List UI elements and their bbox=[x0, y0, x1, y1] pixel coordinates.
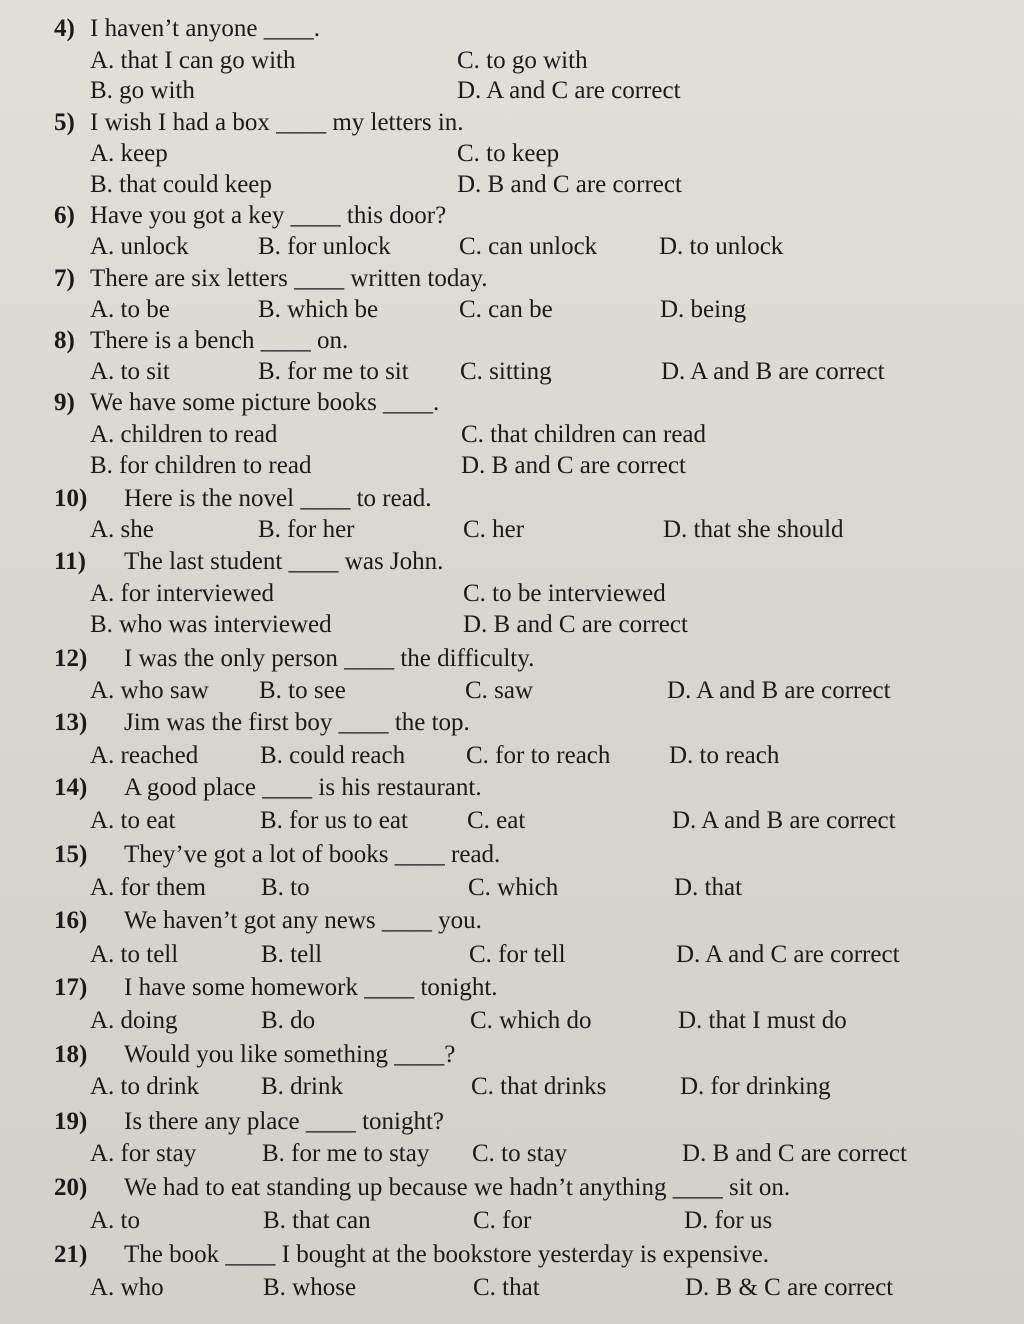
options-row bbox=[0, 940, 1024, 970]
question-number: 4) bbox=[54, 15, 75, 42]
question-number: 12) bbox=[54, 645, 88, 672]
option-a: A. who bbox=[90, 1274, 164, 1301]
question-12 bbox=[0, 644, 1024, 674]
question-stem: The last student ____ was John. bbox=[124, 548, 444, 575]
question-number: 10) bbox=[54, 485, 88, 512]
option-a: A. who saw bbox=[90, 677, 209, 704]
question-number: 20) bbox=[54, 1174, 88, 1201]
question-7 bbox=[0, 264, 1024, 294]
option-c: C. to stay bbox=[472, 1140, 568, 1167]
question-number: 17) bbox=[54, 974, 88, 1001]
option-b: B. which be bbox=[258, 296, 379, 323]
options-row bbox=[0, 1273, 1024, 1303]
option-b: B. for unlock bbox=[258, 233, 391, 260]
option-a: A. to bbox=[90, 1207, 140, 1234]
options-row bbox=[0, 610, 1024, 640]
question-5 bbox=[0, 108, 1024, 138]
question-stem: The book ____ I bought at the bookstore yesterday is expensive. bbox=[124, 1241, 769, 1268]
question-20 bbox=[0, 1173, 1024, 1203]
option-c: C. eat bbox=[467, 807, 526, 834]
options-row bbox=[0, 1006, 1024, 1036]
option-a: A. doing bbox=[90, 1007, 178, 1034]
option-d: D. B and C are correct bbox=[457, 171, 682, 198]
question-stem: Have you got a key ____ this door? bbox=[90, 202, 447, 229]
option-d: D. that she should bbox=[663, 516, 844, 543]
option-d: D. for us bbox=[684, 1207, 773, 1234]
question-stem: Is there any place ____ tonight? bbox=[124, 1108, 445, 1135]
question-18 bbox=[0, 1040, 1024, 1070]
question-stem: I wish I had a box ____ my letters in. bbox=[90, 109, 464, 136]
option-c: C. that bbox=[473, 1274, 540, 1301]
options-row bbox=[0, 1072, 1024, 1102]
options-row bbox=[0, 420, 1024, 450]
option-b: B. for me to stay bbox=[262, 1140, 430, 1167]
options-row bbox=[0, 76, 1024, 106]
question-stem: There is a bench ____ on. bbox=[90, 327, 349, 354]
option-b: B. for me to sit bbox=[258, 358, 409, 385]
question-number: 18) bbox=[54, 1041, 88, 1068]
option-b: B. for us to eat bbox=[260, 807, 408, 834]
question-15 bbox=[0, 840, 1024, 870]
option-d: D. being bbox=[660, 296, 747, 323]
option-c: C. sitting bbox=[460, 358, 552, 385]
option-b: B. drink bbox=[261, 1073, 343, 1100]
question-stem: We haven’t got any news ____ you. bbox=[124, 907, 482, 934]
option-b: B. for her bbox=[258, 516, 355, 543]
option-c: C. saw bbox=[465, 677, 534, 704]
options-row bbox=[0, 1206, 1024, 1236]
options-row bbox=[0, 46, 1024, 76]
question-number: 14) bbox=[54, 774, 88, 801]
option-c: C. her bbox=[463, 516, 525, 543]
option-d: D. for drinking bbox=[680, 1073, 831, 1100]
option-d: D. B and C are correct bbox=[463, 611, 688, 638]
question-number: 11) bbox=[54, 548, 86, 575]
option-c: C. that drinks bbox=[471, 1073, 607, 1100]
option-d: D. A and B are correct bbox=[667, 677, 891, 704]
options-row bbox=[0, 806, 1024, 836]
question-number: 13) bbox=[54, 709, 88, 736]
option-c: C. for tell bbox=[469, 941, 566, 968]
question-stem: A good place ____ is his restaurant. bbox=[124, 774, 482, 801]
options-row bbox=[0, 357, 1024, 387]
option-b: B. tell bbox=[261, 941, 323, 968]
option-a: A. reached bbox=[90, 742, 199, 769]
option-b: B. for children to read bbox=[90, 452, 312, 479]
option-a: A. unlock bbox=[90, 233, 189, 260]
question-number: 19) bbox=[54, 1108, 88, 1135]
option-d: D. to reach bbox=[669, 742, 780, 769]
options-row bbox=[0, 741, 1024, 771]
option-a: A. to drink bbox=[90, 1073, 200, 1100]
option-a: A. for interviewed bbox=[90, 580, 274, 607]
option-c: C. which do bbox=[470, 1007, 592, 1034]
question-number: 16) bbox=[54, 907, 88, 934]
option-a: A. to tell bbox=[90, 941, 179, 968]
option-d: D. that I must do bbox=[678, 1007, 847, 1034]
question-14 bbox=[0, 773, 1024, 803]
option-b: B. could reach bbox=[260, 742, 406, 769]
question-number: 6) bbox=[54, 202, 75, 229]
option-c: C. to go with bbox=[457, 47, 588, 74]
option-b: B. who was interviewed bbox=[90, 611, 332, 638]
option-d: D. A and B are correct bbox=[672, 807, 896, 834]
option-a: A. to eat bbox=[90, 807, 176, 834]
question-stem: I was the only person ____ the difficulty. bbox=[124, 645, 535, 672]
options-row bbox=[0, 1139, 1024, 1169]
option-d: D. B and C are correct bbox=[461, 452, 686, 479]
option-d: D. that bbox=[674, 874, 743, 901]
question-number: 7) bbox=[54, 265, 75, 292]
option-a: A. she bbox=[90, 516, 154, 543]
options-row bbox=[0, 451, 1024, 481]
option-b: B. that can bbox=[263, 1207, 371, 1234]
option-c: C. can unlock bbox=[459, 233, 598, 260]
option-d: D. to unlock bbox=[659, 233, 784, 260]
option-b: B. to bbox=[261, 874, 310, 901]
question-number: 5) bbox=[54, 109, 75, 136]
option-d: D. A and B are correct bbox=[661, 358, 885, 385]
option-d: D. A and C are correct bbox=[457, 77, 681, 104]
option-a: A. to be bbox=[90, 296, 170, 323]
question-number: 9) bbox=[54, 389, 75, 416]
option-b: B. whose bbox=[263, 1274, 357, 1301]
question-stem: Jim was the first boy ____ the top. bbox=[124, 709, 470, 736]
option-d: D. A and C are correct bbox=[676, 941, 900, 968]
option-d: D. B & C are correct bbox=[685, 1274, 894, 1301]
question-stem: I haven’t anyone ____. bbox=[90, 15, 321, 42]
options-row bbox=[0, 579, 1024, 609]
question-stem: They’ve got a lot of books ____ read. bbox=[124, 841, 501, 868]
question-16 bbox=[0, 906, 1024, 936]
question-13 bbox=[0, 708, 1024, 738]
options-row bbox=[0, 515, 1024, 545]
option-a: A. to sit bbox=[90, 358, 170, 385]
option-a: A. for them bbox=[90, 874, 206, 901]
option-c: C. can be bbox=[459, 296, 553, 323]
option-a: A. keep bbox=[90, 140, 168, 167]
option-c: C. for bbox=[473, 1207, 532, 1234]
option-b: B. that could keep bbox=[90, 171, 272, 198]
option-c: C. to be interviewed bbox=[463, 580, 666, 607]
question-stem: Here is the novel ____ to read. bbox=[124, 485, 432, 512]
question-stem: Would you like something ____? bbox=[124, 1041, 456, 1068]
question-stem: We had to eat standing up because we hadn’t anything ____ sit on. bbox=[124, 1174, 791, 1201]
question-number: 21) bbox=[54, 1241, 88, 1268]
option-d: D. B and C are correct bbox=[682, 1140, 907, 1167]
question-11 bbox=[0, 547, 1024, 577]
question-4 bbox=[0, 14, 1024, 44]
option-c: C. that children can read bbox=[461, 421, 707, 448]
question-9 bbox=[0, 388, 1024, 418]
option-b: B. to see bbox=[259, 677, 346, 704]
option-c: C. to keep bbox=[457, 140, 560, 167]
question-19 bbox=[0, 1107, 1024, 1137]
option-c: C. for to reach bbox=[466, 742, 611, 769]
question-stem: We have some picture books ____. bbox=[90, 389, 440, 416]
question-17 bbox=[0, 973, 1024, 1003]
option-b: B. do bbox=[261, 1007, 316, 1034]
options-row bbox=[0, 295, 1024, 325]
options-row bbox=[0, 676, 1024, 706]
question-6 bbox=[0, 201, 1024, 231]
question-stem: There are six letters ____ written today. bbox=[90, 265, 488, 292]
option-a: A. children to read bbox=[90, 421, 278, 448]
option-c: C. which bbox=[468, 874, 559, 901]
options-row bbox=[0, 170, 1024, 200]
question-8 bbox=[0, 326, 1024, 356]
question-number: 8) bbox=[54, 327, 75, 354]
option-a: A. that I can go with bbox=[90, 47, 296, 74]
option-b: B. go with bbox=[90, 77, 195, 104]
option-a: A. for stay bbox=[90, 1140, 197, 1167]
options-row bbox=[0, 873, 1024, 903]
options-row bbox=[0, 232, 1024, 262]
question-10 bbox=[0, 484, 1024, 514]
question-number: 15) bbox=[54, 841, 88, 868]
question-stem: I have some homework ____ tonight. bbox=[124, 974, 498, 1001]
question-21 bbox=[0, 1240, 1024, 1270]
options-row bbox=[0, 139, 1024, 169]
